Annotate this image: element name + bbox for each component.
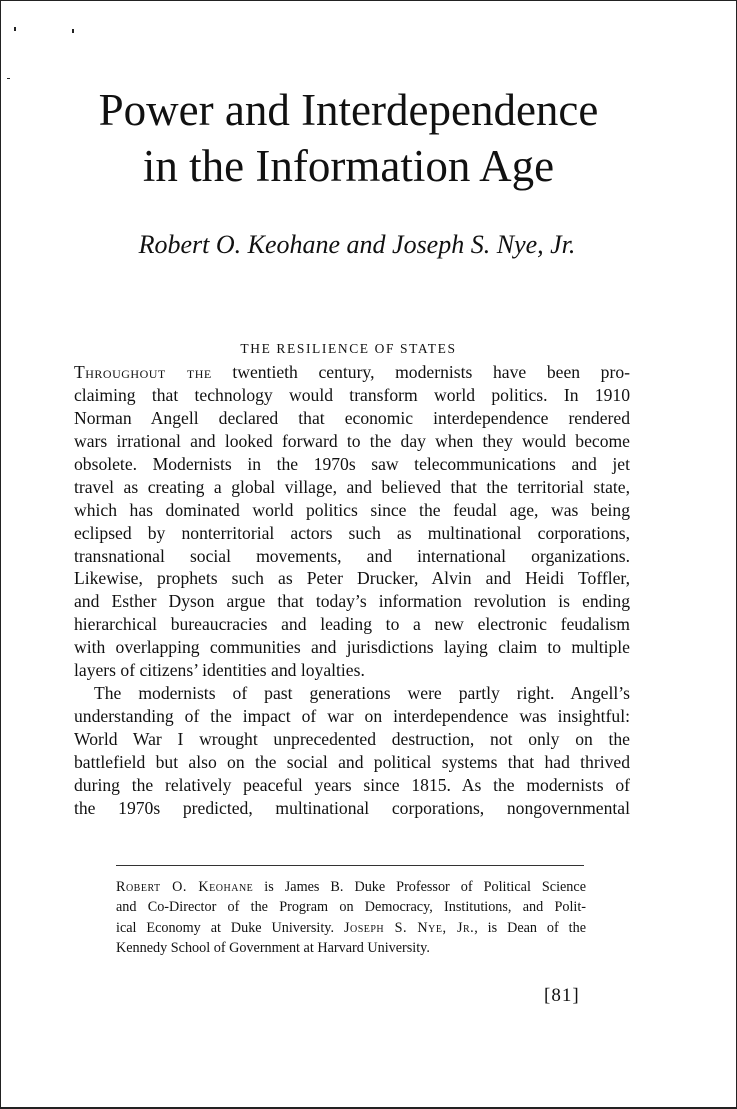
footnote-author-name: Joseph S. Nye, Jr. xyxy=(343,919,475,936)
body-line: claiming that technology would transform world politics. In 1910 xyxy=(74,384,630,405)
body-line: travel as creating a global village, and believed that the territorial state, xyxy=(74,476,630,497)
body-line: obsolete. Modernists in the 1970s saw telecommunications and jet xyxy=(74,453,630,474)
body-line: during the relatively peaceful years since 1815. As the modernists of xyxy=(74,774,630,795)
article-title-line-2: in the Information Age xyxy=(142,141,555,191)
body-line: Likewise, prophets such as Peter Drucker, Alvin and Heidi Toffler, xyxy=(74,568,630,589)
article-authors: Robert O. Keohane and Joseph S. Nye, Jr. xyxy=(138,230,576,259)
footnote-text: ical Economy at Duke University. xyxy=(116,919,344,936)
body-line: which has dominated world politics since the feudal age, was being xyxy=(74,499,630,520)
section-heading: THE RESILIENCE OF STATES xyxy=(240,341,457,356)
body-line xyxy=(74,361,630,384)
footnote-line: Kennedy School of Government at Harvard University. xyxy=(116,939,430,956)
body-line-text: twentieth century, modernists have been pro- xyxy=(211,362,630,382)
scan-speck xyxy=(14,27,16,31)
lead-in-small-caps: Throughout the xyxy=(74,362,212,382)
body-line: eclipsed by nonterritorial actors such as multinational corporations, xyxy=(74,522,630,543)
body-line: understanding of the impact of war on interdependence was insightful: xyxy=(74,706,630,727)
footnote-author-name: Robert O. Keohane xyxy=(116,879,254,895)
body-line: with overlapping communities and jurisdictions laying claim to multiple xyxy=(74,637,630,658)
footnote-text: is James B. Duke Professor of Political Science xyxy=(253,879,586,895)
footnote-text: , is Dean of the xyxy=(474,919,586,936)
footnote-line: and Co-Director of the Program on Democracy, Institutions, and Polit- xyxy=(116,899,586,916)
body-line: hierarchical bureaucracies and leading to a new electronic feudalism xyxy=(74,614,630,635)
body-line: and Esther Dyson argue that today’s information revolution is ending xyxy=(74,591,630,612)
footnote-line xyxy=(116,918,586,938)
body-line: battlefield but also on the social and political systems that had thrived xyxy=(74,751,630,772)
author-footnote xyxy=(116,877,586,958)
body-line: wars irrational and looked forward to the day when they would become xyxy=(74,430,630,451)
body-line: transnational social movements, and international organizations. xyxy=(74,545,630,566)
footnote-rule xyxy=(116,865,584,866)
body-line: layers of citizens’ identities and loyalties. xyxy=(74,660,365,681)
article-body xyxy=(74,361,630,820)
article-title-line-1: Power and Interdependence xyxy=(98,85,599,135)
body-line: The modernists of past generations were partly right. Angell’s xyxy=(94,683,630,704)
footnote-line xyxy=(116,877,586,897)
scan-speck xyxy=(7,78,10,79)
body-line: the 1970s predicted, multinational corporations, nongovernmental xyxy=(74,797,630,818)
body-line: World War I wrought unprecedented destruction, not only on the xyxy=(74,729,630,749)
body-line: Norman Angell declared that economic interdependence rendered xyxy=(74,407,630,428)
page-number: [81] xyxy=(544,985,580,1006)
scan-speck xyxy=(72,29,74,33)
